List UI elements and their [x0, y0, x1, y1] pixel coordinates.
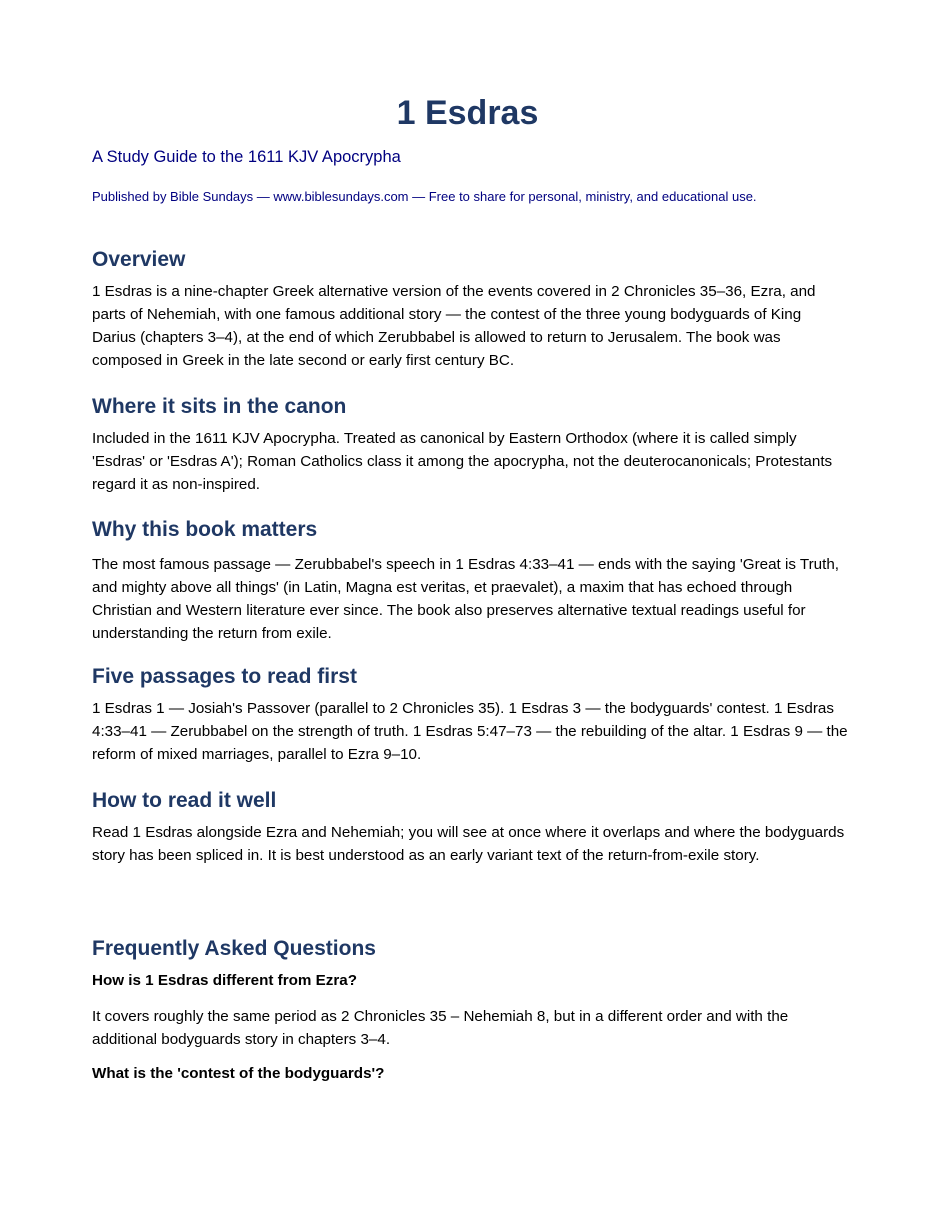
section-body: 1 Esdras 1 — Josiah's Passover (parallel to 2 Chronicles 35). 1 Esdras 3 — the bodyguards' contest. 1 Esdras 4:33–41 — Zerubbabel on the strength of truth. 1 Esdras 5:47–73 — the rebuilding of the altar. 1 Esdras 9 — the reform of mixed marriages, parallel to Ezra 9–10. — [92, 700, 848, 763]
section-body: 1 Esdras is a nine-chapter Greek alternative version of the events covered in 2 Chronicles 35–36, Ezra, and parts of Nehemiah, with one famous additional story — the contest of the three young bodyguards of King Darius (chapters 3–4), at the end of which Zerubbabel is allowed to return to Jerusalem. The book was composed in Greek in the late second or early first century BC. — [92, 283, 816, 369]
section-heading: Five passages to read first — [92, 665, 357, 688]
section-canon — [92, 394, 848, 496]
publisher-line: Published by Bible Sundays — www.biblesundays.com — Free to share for personal, ministry, and educational use. — [92, 189, 757, 204]
faq-question: What is the 'contest of the bodyguards'? — [92, 1065, 385, 1082]
section-body: Included in the 1611 KJV Apocrypha. Treated as canonical by Eastern Orthodox (where it is called simply 'Esdras' or 'Esdras A'); Roman Catholics class it among the apocrypha, not the deuterocanonicals; Protestants regard it as non-inspired. — [92, 430, 833, 493]
page-title: 1 Esdras — [396, 94, 539, 132]
faq-section — [92, 936, 848, 962]
section-heading: Where it sits in the canon — [92, 395, 347, 418]
section-how-to-read — [92, 788, 848, 867]
faq-heading: Frequently Asked Questions — [92, 937, 376, 960]
faq-answer: It covers roughly the same period as 2 Chronicles 35 – Nehemiah 8, but in a different order and with the additional bodyguards story in chapters 3–4. — [92, 1008, 789, 1048]
faq-question: How is 1 Esdras different from Ezra? — [92, 972, 358, 989]
section-heading: Overview — [92, 248, 186, 271]
section-body: The most famous passage — Zerubbabel's speech in 1 Esdras 4:33–41 — ends with the saying 'Great is Truth, and mighty above all things' (in Latin, Magna est veritas, et praevalet), a maxim that has echoed through Christian and Western literature ever since. The book also preserves alternative textual readings useful for understanding the return from exile. — [92, 556, 840, 642]
section-body: Read 1 Esdras alongside Ezra and Nehemiah; you will see at once where it overlaps and where the bodyguards story has been spliced in. It is best understood as an early variant text of the return-from-exile story. — [92, 824, 845, 864]
page-subtitle: A Study Guide to the 1611 KJV Apocrypha — [92, 148, 401, 166]
section-heading: How to read it well — [92, 789, 277, 812]
section-why-matters — [92, 517, 848, 645]
section-heading: Why this book matters — [92, 518, 318, 541]
section-overview — [92, 247, 848, 372]
section-five-passages — [92, 664, 848, 766]
